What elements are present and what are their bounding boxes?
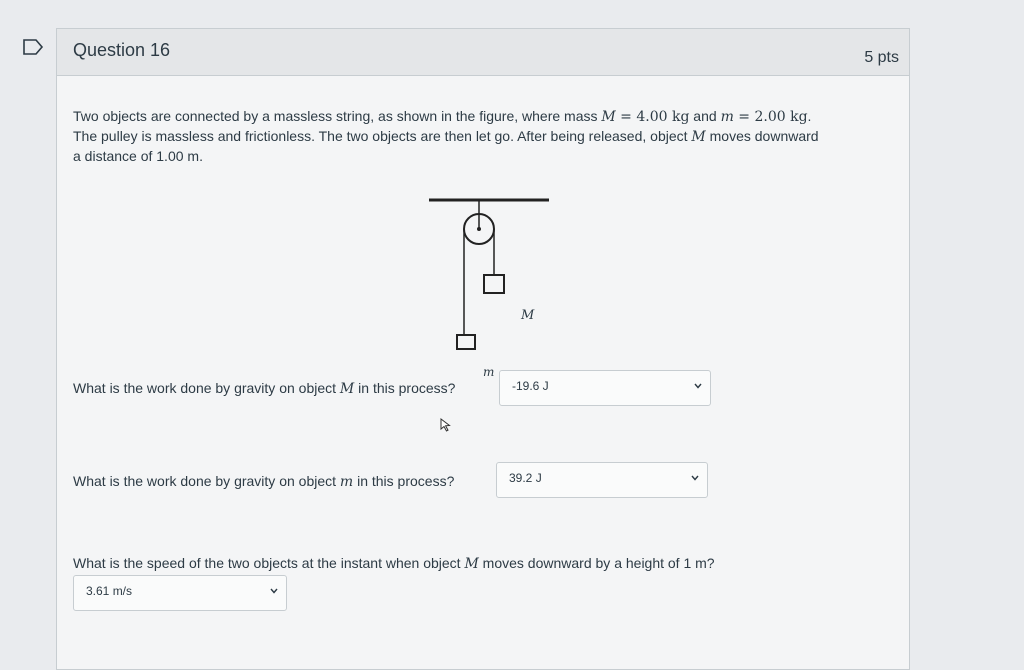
text-fragment: and [689, 108, 721, 124]
mouse-pointer-icon [440, 418, 452, 432]
math-symbol-m: m [339, 474, 354, 490]
block-M [484, 275, 504, 293]
question-text-line-1 [73, 107, 893, 127]
question-text-line-3: a distance of 1.00 m. [73, 148, 203, 164]
q1-selected-value: -19.6 J [512, 379, 549, 393]
q1-answer-dropdown[interactable] [499, 370, 711, 406]
text-fragment: in this process? [353, 473, 455, 489]
pulley-figure [417, 189, 557, 379]
q1-prompt [73, 380, 455, 397]
text-fragment: moves downward by a height of 1 m? [478, 555, 715, 571]
q3-prompt [73, 555, 715, 572]
label-M: M [521, 308, 535, 323]
math-symbol-M: M [691, 129, 706, 145]
q3-selected-value: 3.61 m/s [86, 584, 133, 598]
text-fragment: What is the speed of the two objects at the instant when object [73, 555, 465, 571]
question-title: Question 16 [73, 40, 171, 60]
flag-question-icon[interactable] [22, 38, 44, 56]
text-fragment: What is the work done by gravity on object [73, 473, 340, 489]
text-fragment: The pulley is massless and frictionless. The two objects are then let go. After being released, object [73, 128, 692, 144]
chevron-down-icon [694, 383, 702, 389]
chevron-down-icon [270, 588, 278, 594]
text-fragment: . [807, 108, 812, 124]
q2-selected-value: 39.2 J [509, 471, 542, 485]
text-fragment: moves downward [705, 128, 819, 144]
text-fragment: Two objects are connected by a massless string, as shown in the figure, where mass [73, 108, 602, 124]
q2-prompt [73, 473, 454, 490]
question-card [56, 28, 910, 670]
math-symbol-M: M [464, 556, 479, 572]
math-symbol-M: M [601, 109, 616, 125]
math-symbol-m: m [720, 109, 734, 125]
question-header [57, 29, 909, 76]
chevron-down-icon [691, 475, 699, 481]
q3-answer-dropdown[interactable] [73, 575, 287, 611]
q2-answer-dropdown[interactable] [496, 462, 708, 498]
question-points: 5 pts [864, 49, 899, 66]
math-value-m: = 2.00 kg [733, 109, 808, 125]
text-fragment: in this process? [354, 380, 456, 396]
text-fragment: What is the work done by gravity on object [73, 380, 340, 396]
block-m [457, 335, 475, 349]
label-m: m [483, 365, 495, 379]
question-text [73, 107, 893, 166]
pulley-axle [477, 227, 481, 231]
question-text-line-2 [73, 127, 893, 147]
math-value-M: = 4.00 kg [615, 109, 690, 125]
math-symbol-M: M [339, 381, 355, 397]
